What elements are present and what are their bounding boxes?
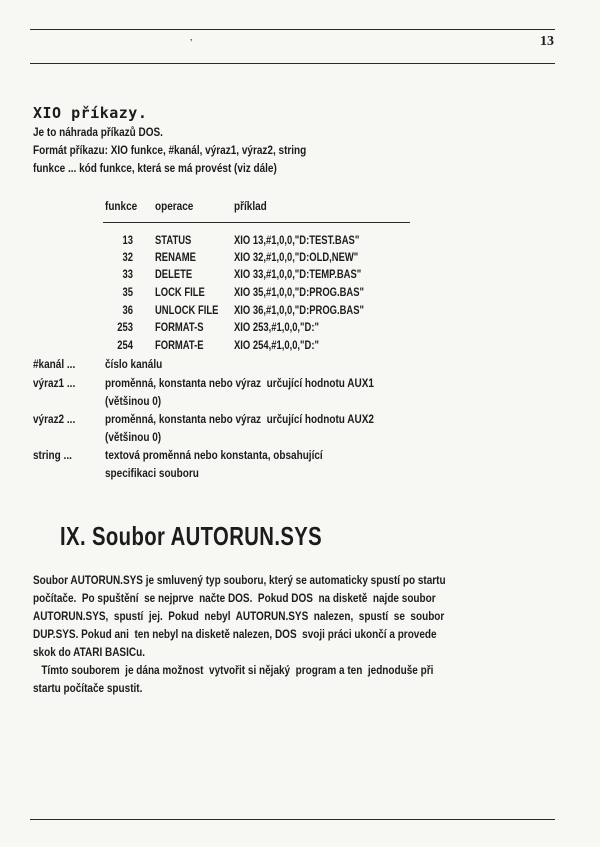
paragraph-line: startu počítače spustit. xyxy=(33,681,143,695)
table-row xyxy=(0,269,600,285)
paragraph-line: Soubor AUTORUN.SYS je smluvený typ souboru, který se automaticky spustí po startu xyxy=(33,573,446,587)
intro-line: Je to náhrada příkazů DOS. xyxy=(33,125,163,139)
function-code: 35 xyxy=(122,287,133,299)
operation: UNLOCK FILE xyxy=(155,305,219,317)
definition-text: (většinou 0) xyxy=(105,394,162,408)
chapter-title: IX. Soubor AUTORUN.SYS xyxy=(60,521,323,551)
definition-text: (většinou 0) xyxy=(105,430,162,444)
operation: DELETE xyxy=(155,269,193,281)
definition-term: string ... xyxy=(33,448,72,462)
paragraph-line: Tímto souborem je dána možnost vytvořit si nějaký program a ten jednoduše při xyxy=(33,663,434,677)
function-code: 32 xyxy=(122,252,133,264)
paragraph-line: počítače. Po spuštění se nejprve načte DOS. Pokud DOS na disketě najde soubor xyxy=(33,591,436,605)
section-title: XIO příkazy. xyxy=(33,104,148,122)
function-code: 253 xyxy=(117,322,133,334)
definition-text: textová proměnná nebo konstanta, obsahující xyxy=(105,448,323,462)
table-header-operation: operace xyxy=(155,199,194,213)
intro-line: Formát příkazu: XIO funkce, #kanál, výraz1, výraz2, string xyxy=(33,143,307,157)
function-code: 33 xyxy=(122,269,133,281)
example: XIO 253,#1,0,0,"D:" xyxy=(234,322,319,334)
function-code: 13 xyxy=(122,235,133,247)
definition-term: #kanál ... xyxy=(33,357,76,371)
tick-mark: ’ xyxy=(190,38,193,49)
table-row xyxy=(0,252,600,268)
paragraph-line: AUTORUN.SYS, spustí jej. Pokud nebyl AUTORUN.SYS nalezen, spustí se soubor xyxy=(33,609,445,623)
table-row xyxy=(0,235,600,251)
example: XIO 32,#1,0,0,"D:OLD,NEW" xyxy=(234,252,359,264)
function-code: 36 xyxy=(122,305,133,317)
definition-text: proměnná, konstanta nebo výraz určující hodnotu AUX2 xyxy=(105,412,374,426)
table-row xyxy=(0,322,600,338)
example: XIO 13,#1,0,0,"D:TEST.BAS" xyxy=(234,235,360,247)
function-code: 254 xyxy=(117,340,133,352)
definition-text: číslo kanálu xyxy=(105,357,163,371)
top-rule xyxy=(30,29,555,30)
page-number: 13 xyxy=(540,34,554,49)
operation: FORMAT-S xyxy=(155,322,204,334)
definition-term: výraz2 ... xyxy=(33,412,76,426)
header-rule xyxy=(30,63,555,64)
footer-rule xyxy=(30,819,555,820)
example: XIO 33,#1,0,0,"D:TEMP.BAS" xyxy=(234,269,362,281)
example: XIO 35,#1,0,0,"D:PROG.BAS" xyxy=(234,287,365,299)
table-row xyxy=(0,340,600,356)
paragraph-line: skok do ATARI BASICu. xyxy=(33,645,145,659)
definition-text: proměnná, konstanta nebo výraz určující hodnotu AUX1 xyxy=(105,376,374,390)
operation: FORMAT-E xyxy=(155,340,204,352)
table-row xyxy=(0,305,600,321)
definition-term: výraz1 ... xyxy=(33,376,76,390)
table-header-example: příklad xyxy=(234,199,267,213)
example: XIO 254,#1,0,0,"D:" xyxy=(234,340,319,352)
operation: LOCK FILE xyxy=(155,287,205,299)
table-header-rule xyxy=(103,222,410,223)
example: XIO 36,#1,0,0,"D:PROG.BAS" xyxy=(234,305,365,317)
table-header-code: funkce xyxy=(105,199,138,213)
intro-line: funkce ... kód funkce, která se má provést (viz dále) xyxy=(33,161,277,175)
definition-text: specifikaci souboru xyxy=(105,466,199,480)
operation: STATUS xyxy=(155,235,192,247)
operation: RENAME xyxy=(155,252,196,264)
table-row xyxy=(0,287,600,303)
paragraph-line: DUP.SYS. Pokud ani ten nebyl na disketě nalezen, DOS svoji práci ukončí a provede xyxy=(33,627,437,641)
